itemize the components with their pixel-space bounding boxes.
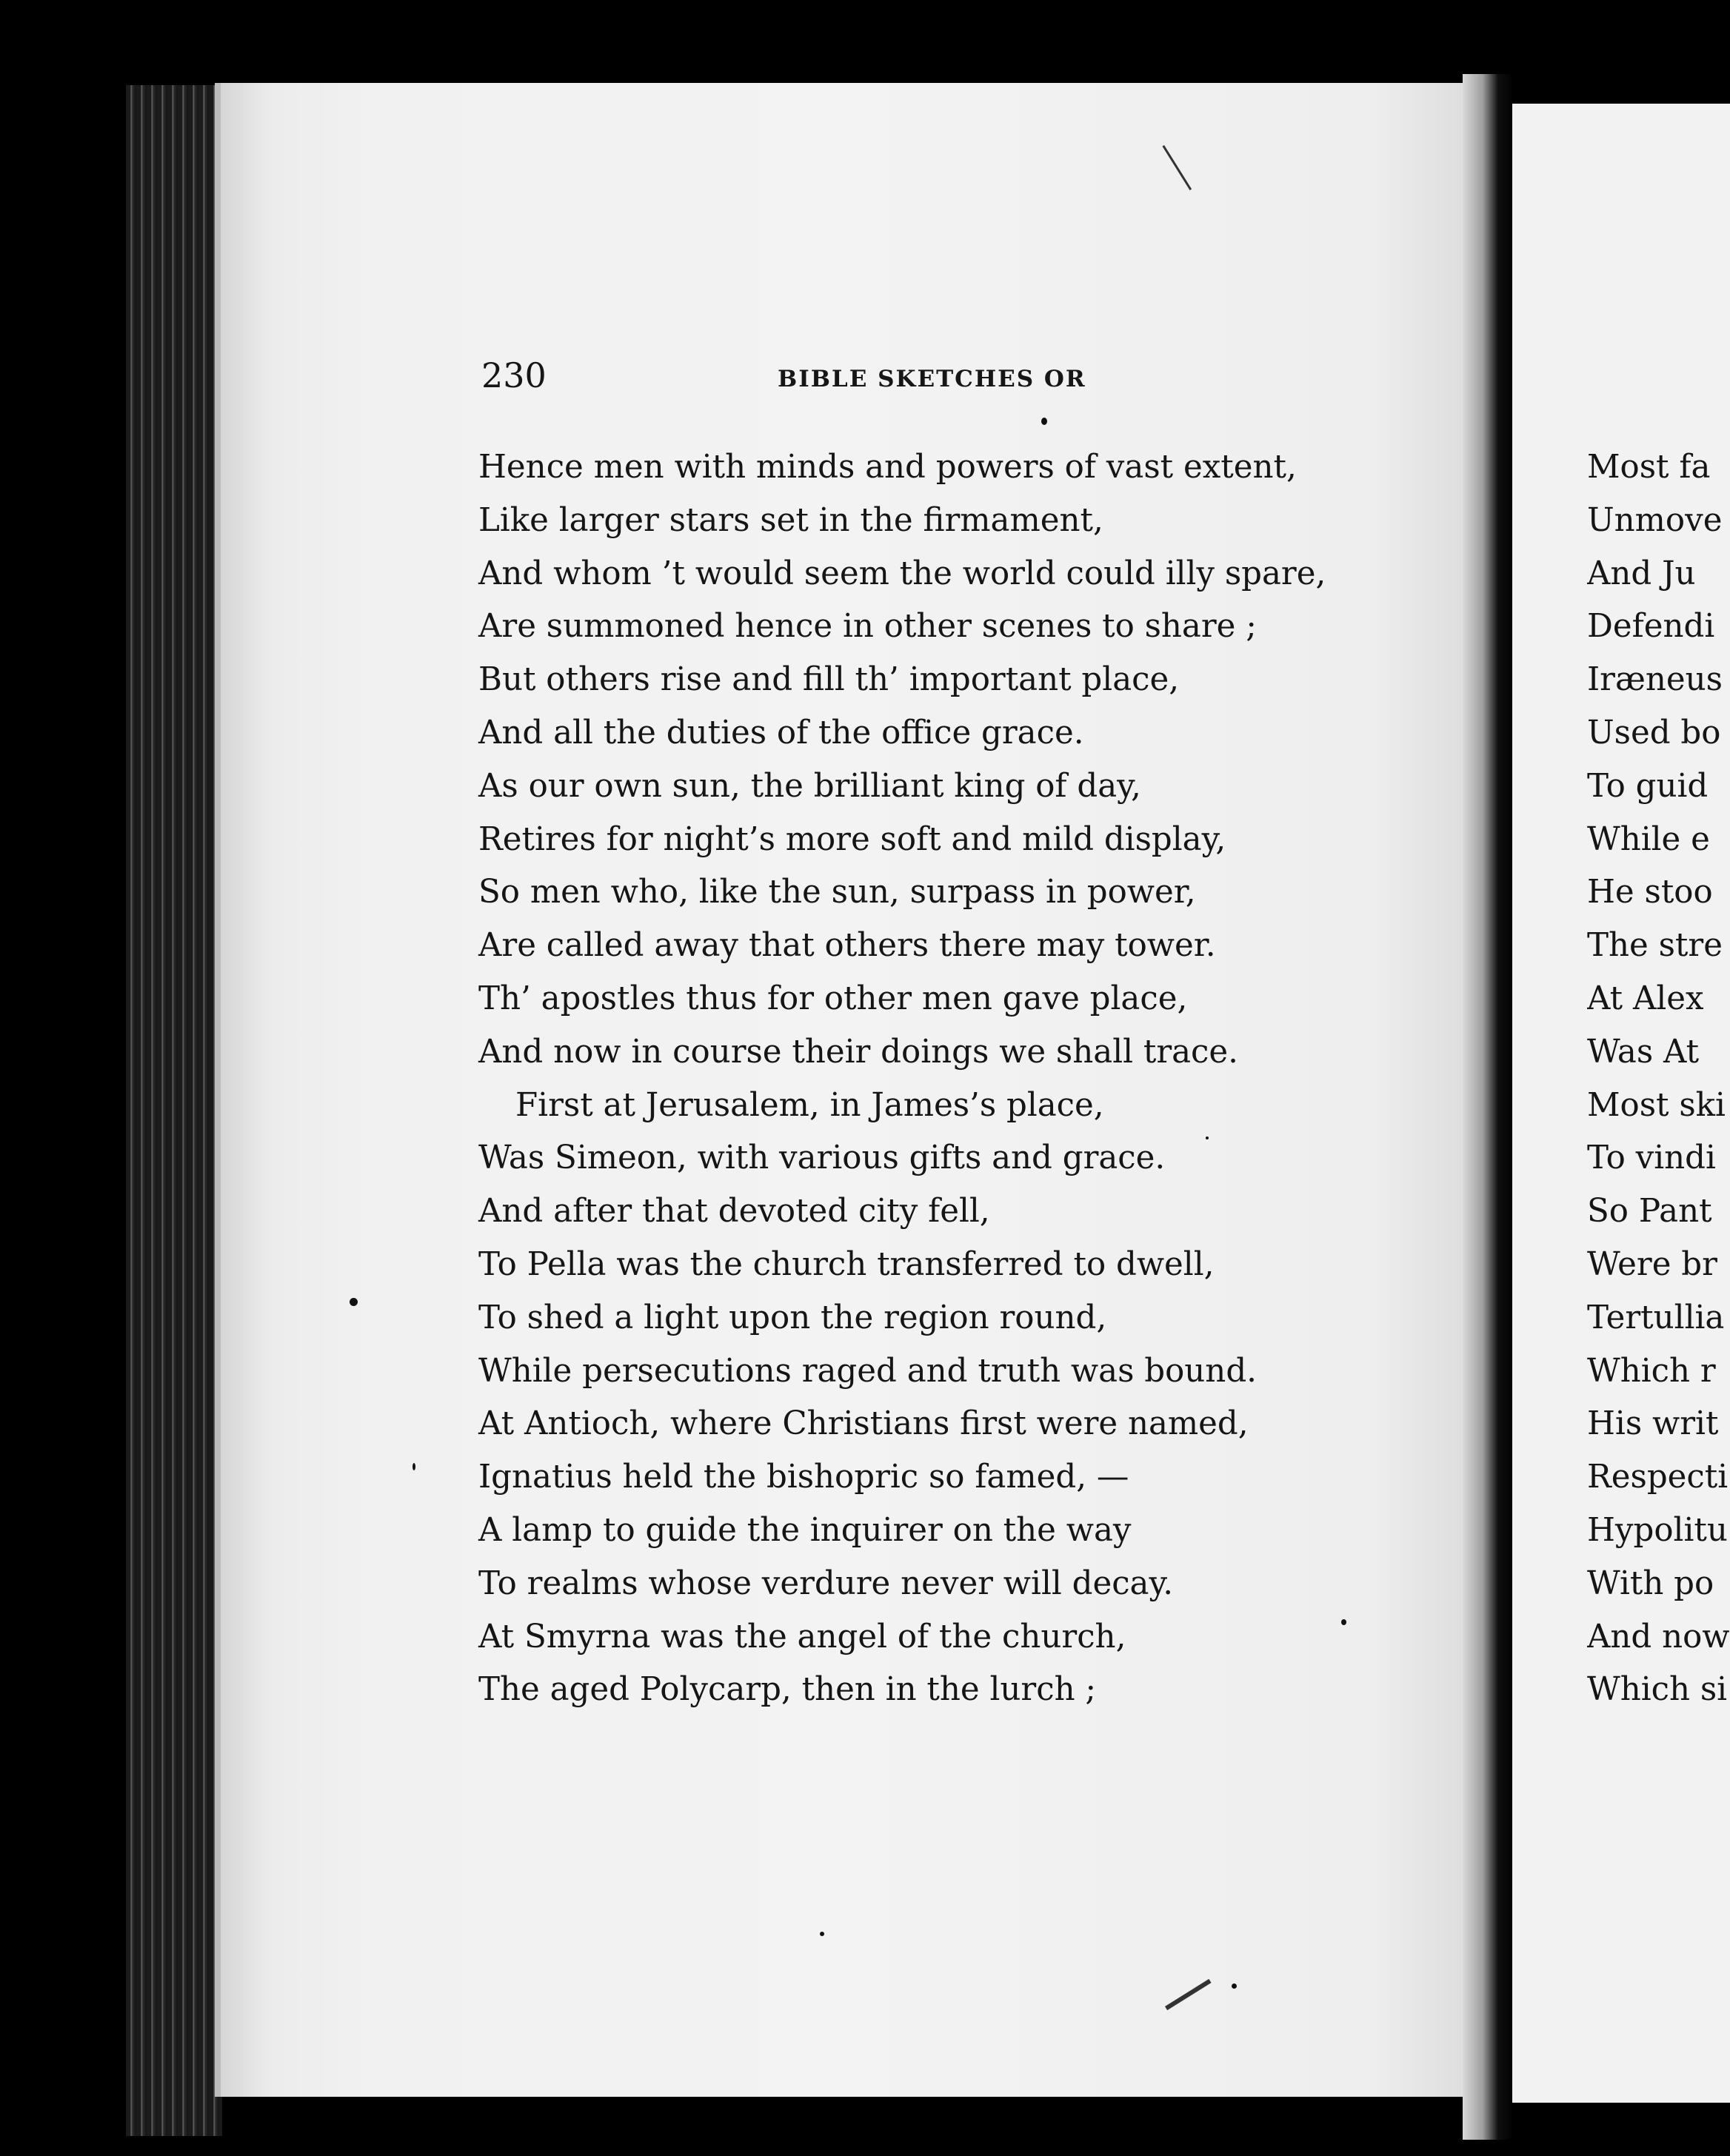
page-edges bbox=[126, 85, 222, 2136]
right-page-line: Iræneus bbox=[1587, 661, 1723, 699]
right-page-line: Unmove bbox=[1587, 501, 1723, 539]
right-page-line: Used bo bbox=[1587, 714, 1721, 751]
scan-speck bbox=[413, 1463, 415, 1470]
scan-speck bbox=[1041, 418, 1047, 425]
right-page-line: Which si bbox=[1587, 1671, 1728, 1709]
right-page-line: Respecti bbox=[1587, 1459, 1729, 1496]
right-page-line: And Ju bbox=[1587, 555, 1696, 592]
poem-line: While persecutions raged and truth was bound. bbox=[478, 1352, 1257, 1390]
poem-line: As our own sun, the brilliant king of day, bbox=[478, 767, 1141, 805]
scan-speck bbox=[1206, 1136, 1209, 1139]
right-page-line: To vindi bbox=[1587, 1139, 1716, 1177]
poem-line: And all the duties of the office grace. bbox=[478, 714, 1084, 751]
right-page-line: Hypolitu bbox=[1587, 1511, 1728, 1549]
poem-line: To realms whose verdure never will decay. bbox=[478, 1564, 1174, 1602]
running-head-title: BIBLE SKETCHES OR bbox=[778, 366, 1086, 392]
page-number: 230 bbox=[481, 355, 547, 395]
right-page-line: Were br bbox=[1587, 1245, 1717, 1283]
right-page-line: Most ski bbox=[1587, 1086, 1726, 1124]
right-page-line: Defendi bbox=[1587, 608, 1715, 646]
right-page-line: Was At bbox=[1587, 1033, 1700, 1071]
poem-line: At Smyrna was the angel of the church, bbox=[478, 1618, 1126, 1656]
poem-line: Are called away that others there may tower. bbox=[478, 927, 1216, 965]
right-page-line: He stoo bbox=[1587, 874, 1713, 911]
right-page-line: Tertullia bbox=[1587, 1299, 1725, 1336]
right-page-line: Most fa bbox=[1587, 449, 1711, 486]
poem-line: To shed a light upon the region round, bbox=[478, 1299, 1107, 1336]
right-page-line: The stre bbox=[1587, 927, 1723, 965]
right-page-line: With po bbox=[1587, 1564, 1714, 1602]
right-page-line: At Alex bbox=[1587, 980, 1704, 1017]
right-page-text-cropped bbox=[1587, 441, 1730, 1717]
poem-line: The aged Polycarp, then in the lurch ; bbox=[478, 1671, 1097, 1709]
poem-line: Ignatius held the bishopric so famed, — bbox=[478, 1459, 1129, 1496]
right-page-line: While e bbox=[1587, 820, 1710, 858]
book-gutter bbox=[1463, 74, 1513, 2140]
poem-line: At Antioch, where Christians first were named, bbox=[478, 1405, 1249, 1443]
poem-line: A lamp to guide the inquirer on the way bbox=[478, 1511, 1132, 1549]
right-page-line: His writ bbox=[1587, 1405, 1719, 1443]
right-page-line: Which r bbox=[1587, 1352, 1716, 1390]
poem-line: To Pella was the church transferred to dwell, bbox=[478, 1245, 1215, 1283]
poem-line: And after that devoted city fell, bbox=[478, 1193, 990, 1231]
poem-line: Are summoned hence in other scenes to share ; bbox=[478, 608, 1257, 646]
poem-line: And whom ’t would seem the world could illy spare, bbox=[478, 555, 1326, 592]
scan-speck bbox=[820, 1932, 824, 1936]
poem-line: But others rise and fill th’ important place, bbox=[478, 661, 1180, 699]
poem-line: Th’ apostles thus for other men gave place, bbox=[478, 980, 1188, 1017]
right-page-line: So Pant bbox=[1587, 1193, 1712, 1231]
poem-text bbox=[478, 441, 1441, 1717]
poem-line: First at Jerusalem, in James’s place, bbox=[515, 1086, 1104, 1124]
poem-line: And now in course their doings we shall trace. bbox=[478, 1033, 1238, 1071]
right-page-line: To guid bbox=[1587, 767, 1709, 805]
poem-line: Hence men with minds and powers of vast extent, bbox=[478, 449, 1297, 486]
poem-line: So men who, like the sun, surpass in power, bbox=[478, 874, 1196, 911]
scan-speck bbox=[1341, 1619, 1346, 1625]
poem-line: Like larger stars set in the firmament, bbox=[478, 501, 1103, 539]
running-head bbox=[481, 355, 1444, 400]
scan-speck bbox=[350, 1298, 358, 1306]
poem-line: Was Simeon, with various gifts and grace. bbox=[478, 1139, 1166, 1177]
poem-line: Retires for night’s more soft and mild display, bbox=[478, 820, 1226, 858]
right-page-line: And now bbox=[1587, 1618, 1730, 1656]
scan-speck bbox=[1232, 1983, 1237, 1989]
